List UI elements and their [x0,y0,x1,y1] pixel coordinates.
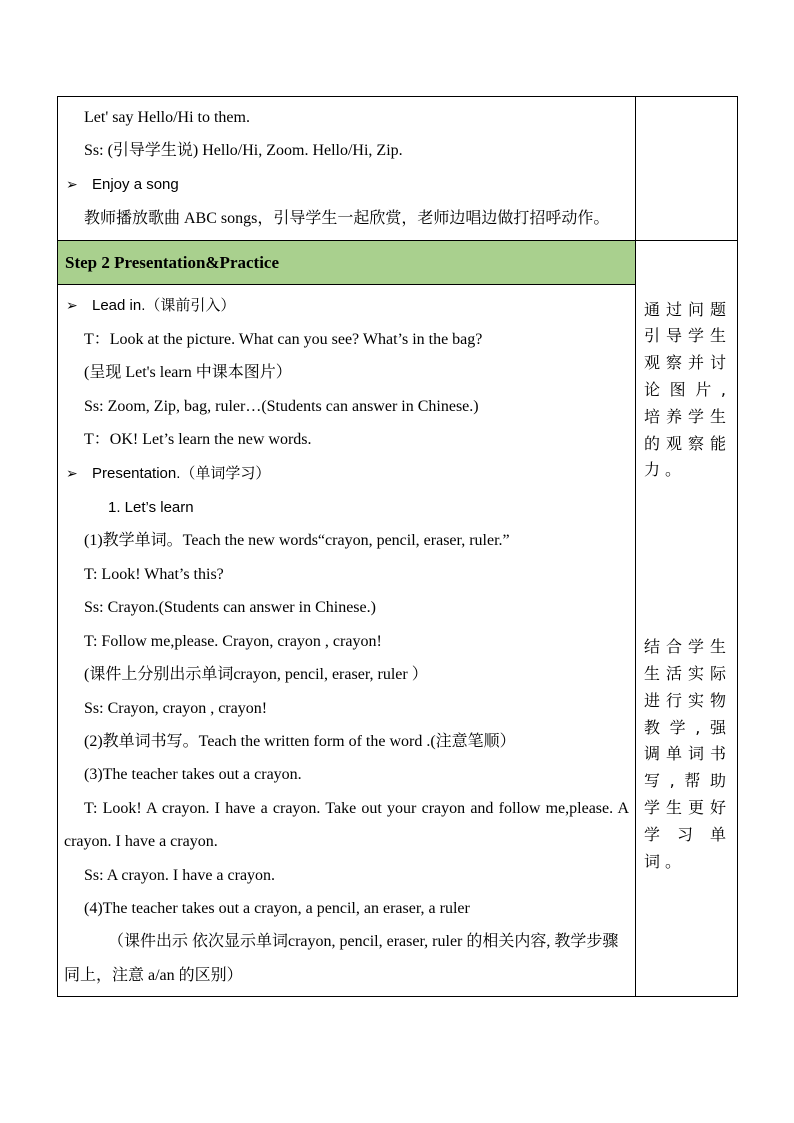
arrow-bullet-icon: ➢ [66,297,78,314]
text-line: (课件上分别出示单词crayon, pencil, eraser, ruler ） [84,666,428,684]
text-line: (4)The teacher takes out a crayon, a pencil, an eraser, a ruler [84,899,470,917]
text-line: Ss: Zoom, Zip, bag, ruler…(Students can answer in Chinese.) [84,397,479,415]
text-line: (1)教学单词。Teach the new words“crayon, pencil, eraser, ruler.” [84,532,510,550]
bullet-label: Enjoy a song [92,175,179,193]
bullet-item [64,168,629,202]
bullet-label: Presentation.（单词学习） [92,464,271,482]
bullet-item [64,289,629,323]
text-line: Ss: (引导学生说) Hello/Hi, Zoom. Hello/Hi, Zip. [84,142,403,160]
step-title: Step 2 Presentation&Practice [58,241,635,285]
lesson-plan-table [57,96,738,997]
text-line: Ss: Crayon.(Students can answer in Chinese.) [84,599,376,617]
text-line: (2)教单词书写。Teach the written form of the word .(注意笔顺） [84,732,516,750]
text-line: Ss: A crayon. I have a crayon. [84,866,276,884]
text-line: T: Look! What’s this? [84,565,224,583]
text-line: (3)The teacher takes out a crayon. [84,766,302,784]
text-line: （课件出示 依次显示单词crayon, pencil, eraser, ruler 的相关内容, 教学步骤同上，注意 a/an 的区别） [64,933,619,984]
teaching-note: 结合学生生活实际进行实物教学,强调单词书写,帮助学生更好学习单词。 [644,637,731,871]
text-line: T: Look! A crayon. I have a crayon. Take out your crayon and follow me,please. A crayon. I have a crayon. [64,799,629,851]
main-cell [58,97,636,240]
text-line: T：OK! Let’s learn the new words. [84,431,312,449]
text-line: 教师播放歌曲 ABC songs，引导学生一起欣赏，老师边唱边做打招呼动作。 [84,210,610,228]
notes-cell [636,97,737,240]
main-cell [58,241,636,997]
bullet-item [64,457,629,491]
table-row [58,97,737,240]
notes-cell [636,241,737,997]
text-line: Ss: Crayon, crayon , crayon! [84,699,268,717]
text-line: (呈现 Let's learn 中课本图片） [84,364,292,382]
text-line: T: Follow me,please. Crayon, crayon , crayon! [84,632,382,650]
text-line: T：Look at the picture. What can you see? What’s in the bag? [84,331,483,349]
sub-heading: 1. Let’s learn [108,499,194,517]
table-row [58,240,737,997]
bullet-label: Lead in.（课前引入） [92,296,236,314]
text-line: Let' say Hello/Hi to them. [84,109,250,126]
teaching-note: 通过问题引导学生观察并讨论图片,培养学生的观察能力。 [644,299,731,480]
arrow-bullet-icon: ➢ [66,176,78,193]
arrow-bullet-icon: ➢ [66,465,78,482]
